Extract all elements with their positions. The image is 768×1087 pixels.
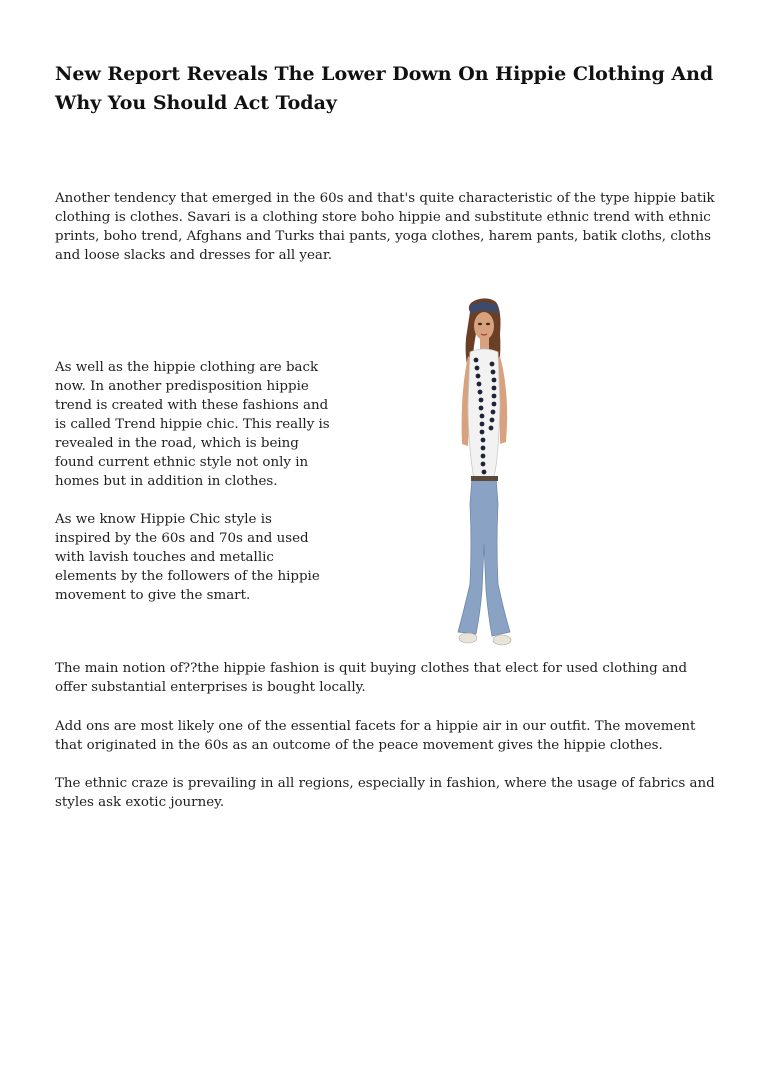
paragraph-4: The main notion of??the hippie fashion is quit buying clothes that elect for used clothing and offer substantial enterprises is bought locally.	[55, 661, 688, 695]
paragraph-5: Add ons are most likely one of the essential facets for a hippie air in our outfit. The movement that originated in the 60s as an outcome of the peace movement gives the hippie clothes.	[55, 719, 696, 753]
hippie-figure-illustration	[432, 294, 538, 650]
paragraph-3: As we know Hippie Chic style is inspired by the 60s and 70s and used with lavish touches and metallic elements by the followers of the hippie movement to give the smart.	[55, 512, 320, 603]
paragraph-6: The ethnic craze is prevailing in all regions, especially in fashion, where the usage of fabrics and styles ask exotic journey.	[55, 776, 715, 810]
paragraph-1: Another tendency that emerged in the 60s and that's quite characteristic of the type hippie batik clothing is clothes. Savari is a clothing store boho hippie and substitute ethnic trend with ethnic prints, boho trend, Afghans and Turks thai pants, yoga clothes, harem pants, batik cloths, cloths and loose slacks and dresses for all year.	[55, 191, 715, 263]
paragraph-2: As well as the hippie clothing are back now. In another predisposition hippie trend is created with these fashions and is called Trend hippie chic. This really is revealed in the road, which is being found current ethnic style not only in homes but in addition in clothes.	[55, 360, 330, 489]
page-title: New Report Reveals The Lower Down On Hippie Clothing And Why You Should Act Today	[55, 63, 714, 114]
hippie-outfit-figure	[432, 294, 538, 650]
